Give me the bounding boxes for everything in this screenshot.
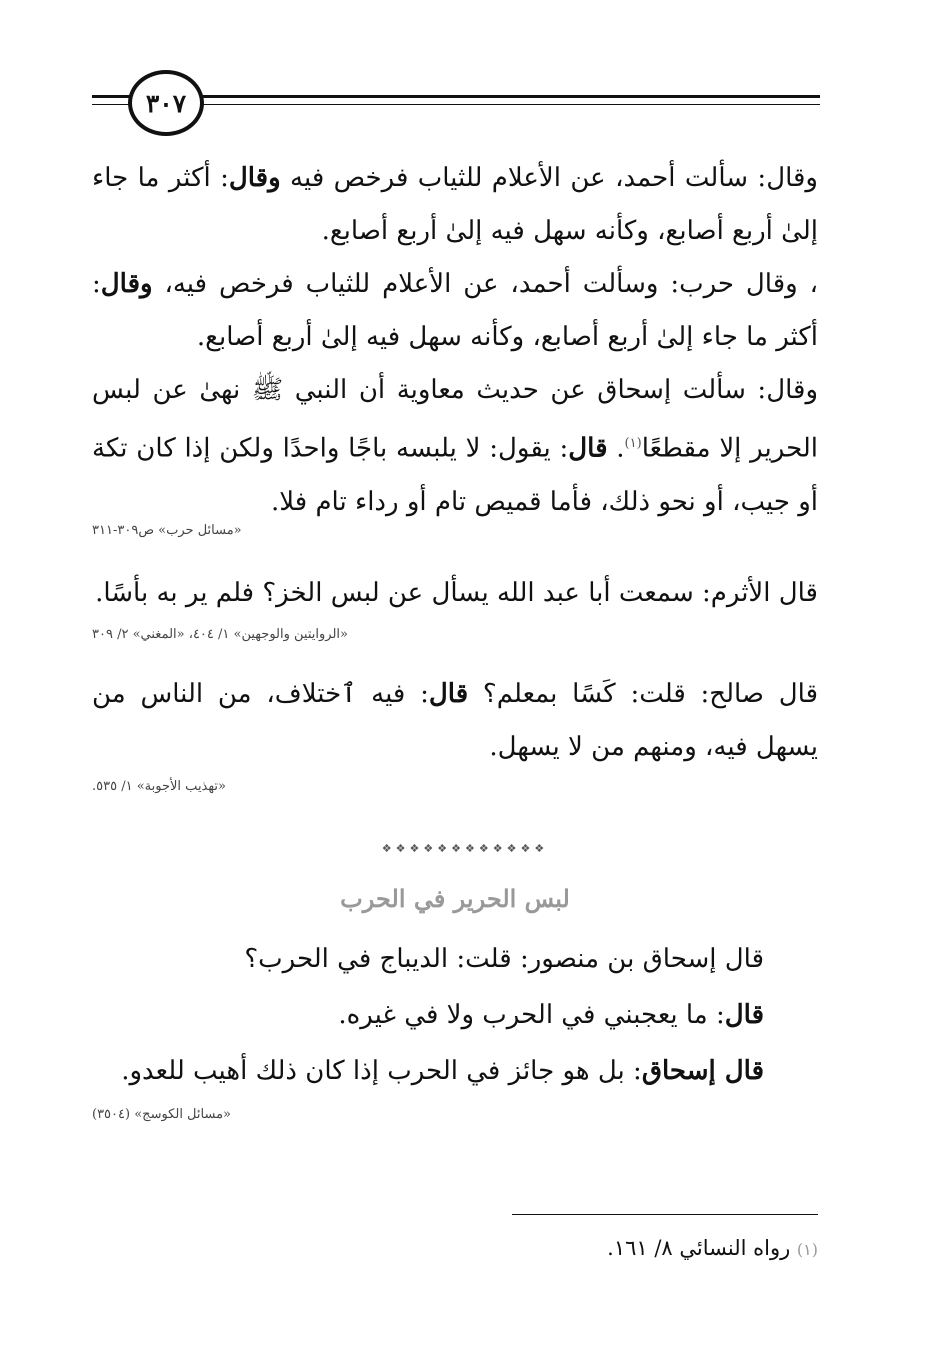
section-line-2: قال: ما يعجبني في الحرب ولا في غيره. xyxy=(338,1000,764,1030)
header-rule-right-thin xyxy=(200,104,820,105)
ornament-divider: ❖ ❖ ❖ ❖ ❖ ❖ ❖ ❖ ❖ ❖ ❖ ❖ xyxy=(381,842,545,855)
page-number: ٣٠٧ xyxy=(128,70,204,136)
header-rule-left xyxy=(92,95,132,98)
paragraph-2: ، وقال حرب: وسألت أحمد، عن الأعلام للثياب فرخص فيه، وقال: أكثر ما جاء إلىٰ أربع أصابع، وكأنه سهل فيه إلىٰ أربع أصابع. xyxy=(92,269,818,352)
footnote-number: (١) xyxy=(796,1240,818,1259)
section-line-3: قال إسحاق: بل هو جائز في الحرب إذا كان ذلك أهيب للعدو. xyxy=(121,1056,764,1086)
footnote-rule xyxy=(512,1214,818,1215)
source-reference-4: «مسائل الكوسج» (٣٥٠٤) xyxy=(92,1107,231,1122)
footnote: (١) رواه النسائي ٨/ ١٦١. xyxy=(607,1236,818,1260)
header-rule-left-thin xyxy=(92,104,132,105)
header-rule-right xyxy=(200,95,820,98)
paragraph-3: وقال: سألت إسحاق عن حديث معاوية أن النبي ﷺ نهىٰ عن لبس الحرير إلا مقطعًا$^{(١)}$. قال: يقول: لا يلبسه باجًا واحدًا ولكن إذا كان تكة أو جيب، أو نحو ذلك، فأما قميص تام أو رداء تام فلا. xyxy=(92,375,819,517)
paragraph-1: وقال: سألت أحمد، عن الأعلام للثياب فرخص فيه وقال: أكثر ما جاء إلىٰ أربع أصابع، وكأنه سهل فيه إلىٰ أربع أصابع. xyxy=(92,163,818,246)
section-title: لبس الحرير في الحرب xyxy=(340,884,570,913)
source-reference-1: «مسائل حرب» ص٣٠٩-٣١١ xyxy=(92,523,242,538)
source-reference-2: «الروايتين والوجهين» ١/ ٤٠٤، «المغني» ٢/ ٣٠٩ xyxy=(92,627,348,642)
paragraph-5: قال صالح: قلت: كَسًا بمعلم؟ قال: فيه ٱختلاف، من الناس من يسهل فيه، ومنهم من لا يسهل. xyxy=(92,679,818,762)
section-line-1: قال إسحاق بن منصور: قلت: الديباج في الحرب؟ xyxy=(244,944,764,974)
footnote-marker: (١) xyxy=(624,436,642,451)
source-reference-3: «تهذيب الأجوبة» ١/ ٥٣٥. xyxy=(92,779,226,794)
paragraph-4: قال الأثرم: سمعت أبا عبد الله يسأل عن لبس الخز؟ فلم ير به بأسًا. xyxy=(95,578,818,608)
